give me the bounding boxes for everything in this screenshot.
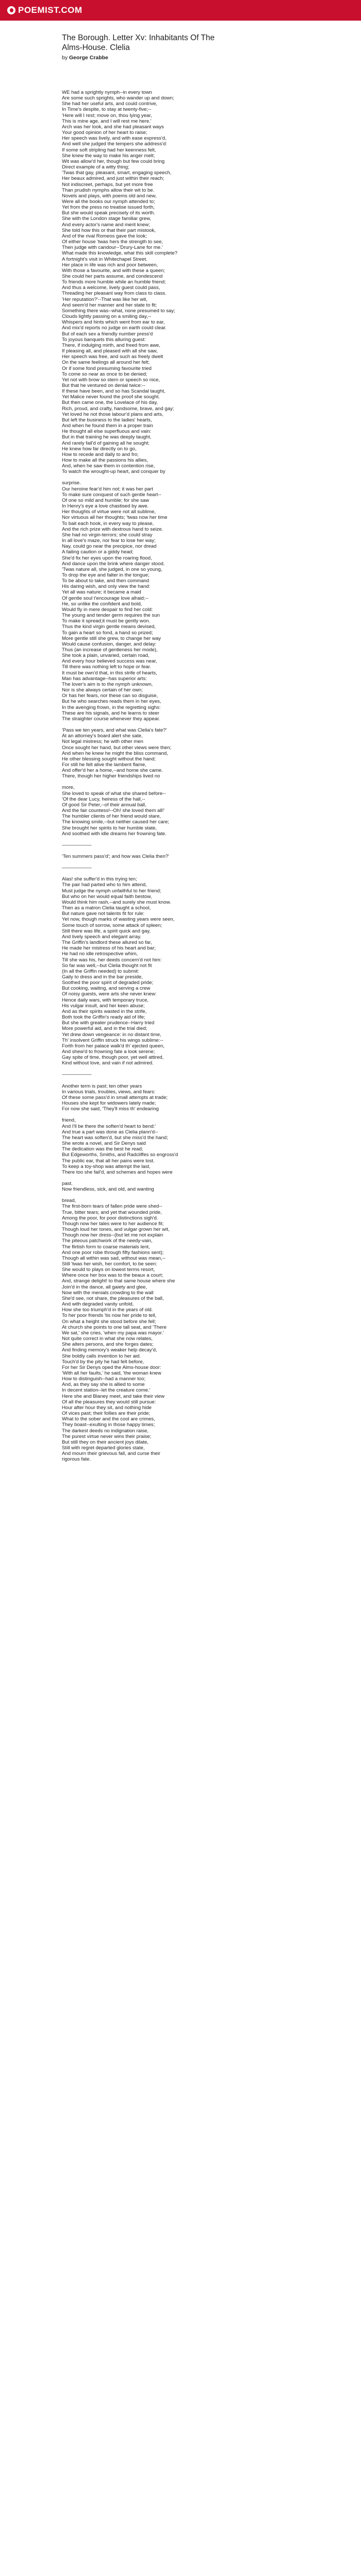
poem-line: And mourn their grievous fall, and curse their — [62, 1451, 160, 1457]
poem-line: Still with regret departed glories state, — [62, 1445, 145, 1451]
poem-line: What made this knowledge, what this skill complete? — [62, 250, 177, 257]
poem-line: Of these some pass'd in small attempts at trade; — [62, 1094, 168, 1100]
poem-line: Not quite correct in what she now relates, — [62, 1336, 153, 1342]
poem-line: Her place in life was rich and poor between, — [62, 262, 158, 268]
poem-line: Yet all was nature; it became a maid — [62, 589, 141, 596]
poem-line: More powerful aid, and in the trial died; — [62, 1026, 147, 1032]
poem-line: The darkest deeds no indignation raise, — [62, 1428, 149, 1434]
poem-line: To drop the eye and falter in the tongue; — [62, 572, 150, 578]
poem-line: Both took the Griffin's ready aid of life; — [62, 1014, 145, 1021]
poem-line: Of either house 'twas hers the strength to see, — [62, 239, 163, 245]
poem-line: The purest virtue never wins their praise; — [62, 1433, 152, 1439]
poem-line: Still 'twas her wish, her comfort, to be seen: — [62, 1261, 157, 1267]
poem-line: Till there was nothing left to hope or fear. — [62, 664, 151, 670]
poem-line: They boast--exulting in those happy times; — [62, 1422, 155, 1428]
poem-line: Your good opinion of her heart to raise; — [62, 130, 147, 136]
poem-line: Or has her fears, nor these can so disguise, — [62, 693, 158, 699]
poem-line: How she too triumph'd in the years of old. — [62, 1307, 153, 1313]
poem-line: And seem'd her manner and her state to fit; — [62, 302, 157, 308]
poem-line: The heart was soften'd, but she miss'd the hand; — [62, 1134, 168, 1141]
poem-line: Man has advantage--has superior arts: — [62, 675, 147, 682]
poem-line: In all love's maze, nor fear to lose her way; — [62, 538, 156, 544]
poem-line: And thus a welcome, lively guest could pass, — [62, 285, 160, 291]
poem-line: She wrote a novel, and Sir Denys said — [62, 1141, 146, 1147]
poem-line: And mix'd reports no judge on earth could clear. — [62, 325, 167, 331]
poem-line: Would fly in mere despair to find her cold: — [62, 606, 153, 613]
poem-line: Where once her box was to the beaux a court; — [62, 1273, 163, 1279]
poem-line: At church she points to one tall seat, and 'There — [62, 1324, 167, 1330]
poem-line: If pleasing all, and pleased with all she saw, — [62, 348, 158, 354]
poem-line: —————— — [62, 842, 92, 848]
poem-line: —————— — [62, 865, 92, 871]
poem-line: Whispers and hints which went from ear to ear, — [62, 319, 165, 326]
poem-line: The humbler clients of her friend would stare, — [62, 814, 161, 820]
poem-stanza — [62, 1072, 299, 1077]
poem-title-line: Alms-House. Clelia — [62, 43, 130, 52]
poem-line: In decent station--let the creature come.' — [62, 1387, 151, 1394]
poem-line: Though now her dress--(but let me not explain — [62, 1232, 163, 1239]
poem-line: (In all the Griffin needed) to submit: — [62, 968, 139, 974]
poem-line: Direct example of a witty thing; — [62, 164, 129, 171]
poem-line: There, if indulging mirth, and freed from awe, — [62, 342, 160, 348]
poem-line: For her Sir Denys oped the Alms-house door: — [62, 1364, 161, 1370]
poem-line: The pair had parted who to him attend, — [62, 882, 147, 888]
poem-line: But in that training he was deeply taught, — [62, 434, 152, 440]
poem-line: Yet now, though marks of wasting years were seen, — [62, 917, 175, 923]
poem-line: Not indiscreet, perhaps, but yet more free — [62, 181, 153, 188]
poem-line: To come so near as once to be denied; — [62, 371, 147, 377]
poem-line: At an attorney's board alert she sate, — [62, 733, 143, 739]
poem-line: The flirtish form to coarse materials lent, — [62, 1244, 150, 1250]
poem-line: Of noisy guests, were arts she never knew: — [62, 991, 157, 997]
poem-line: Or if some fond presuming favourite tried — [62, 365, 152, 371]
poem-stanza — [62, 854, 299, 859]
poem-line: To watch the wrought-up heart, and conquer by — [62, 469, 166, 475]
poem-line: And as their spirits wasted in the strife, — [62, 1008, 147, 1014]
poem-line: On what a height she stood before she fell; — [62, 1318, 156, 1325]
poem-line: And dance upon the brink where danger stood. — [62, 561, 165, 567]
poem-line: Would cause confusion, danger, and delay: — [62, 641, 157, 647]
poem-line: Houses she kept for widowers lately made; — [62, 1100, 156, 1107]
poem-line: And, as they say she is allied to some — [62, 1382, 145, 1388]
poem-line: Hour after hour they sit, and nothing hide — [62, 1404, 152, 1411]
poem-line: And with degraded vanity unfold, — [62, 1301, 134, 1308]
poem-line: So far was well,--but Clelia thought not fit — [62, 962, 152, 969]
poem-author — [62, 55, 299, 61]
poem-line: And every hour believed success was near, — [62, 658, 157, 665]
poem-line: Yet loved he not those labour'd plans and arts, — [62, 411, 163, 417]
poem-line: He, so unlike the confident and bold, — [62, 601, 142, 607]
poem-line: To make it spread;it must be gently won. — [62, 618, 151, 624]
poem-line: WE had a sprightly nymph--in every town — [62, 90, 152, 95]
poem-line: To be about to take, and then command — [62, 578, 150, 584]
poem-line: For now she said, 'They'll miss th' endearing — [62, 1106, 159, 1112]
poem-line: He had no idle retrospective whim, — [62, 951, 138, 957]
poem-line: Nay, could go near the precipice, nor dread — [62, 544, 157, 550]
poem-line: But left the business to the ladies' hearts, — [62, 417, 152, 423]
poem-line: And offer'd her a home,--and home she came. — [62, 768, 163, 774]
poem-line: bread, — [62, 1198, 76, 1204]
poem-line: The first-born tears of fallen pride were shed-- — [62, 1204, 162, 1210]
poem-line: 'Ten summers pass'd'; and how was Clelia then?' — [62, 854, 169, 859]
poem-line: surprise. — [62, 480, 81, 486]
poem-line: And shew'd to frowning fate a look serene; — [62, 1049, 155, 1055]
poem-line: 'With all her faults,' he said, 'the woman knew — [62, 1370, 161, 1376]
poem-line: Still there was life, a spirit quick and gay, — [62, 928, 151, 934]
poem-line: Of good Sir Peter,--of their annual ball, — [62, 802, 146, 808]
poem-line: How to distinguish--had a manner too; — [62, 1376, 146, 1382]
poem-line: She had no virgin-terrors; she could stray — [62, 532, 153, 538]
poem-line: How to make all the passions his allies, — [62, 457, 148, 463]
poem-line: She told how this or that their part mistook, — [62, 227, 156, 233]
poem-line: This is mine age, and I will rest me here.' — [62, 118, 152, 124]
poem-line: Now with the menials crowding to the wall — [62, 1290, 154, 1296]
poem-line: Gaily to dress and in the bar preside, — [62, 974, 143, 980]
poem-line: Then judge with candour--'Drury-Lane for me.' — [62, 245, 163, 251]
poem-line: And every actor's name and merit knew; — [62, 222, 150, 228]
poem-line: 'Pass we ten years, and what was Clelia's fate?' — [62, 727, 167, 734]
poem-stanza — [62, 876, 299, 1066]
poem-line: Are some such sprights, who wander up and down; — [62, 95, 174, 101]
poem-line: friend, — [62, 1117, 76, 1124]
poem-line: In the avenging frown, in the regretting sighs: — [62, 704, 161, 710]
poem-line: His vulgar insult, and her keen abuse; — [62, 1003, 145, 1009]
poem-stanza — [62, 785, 299, 836]
poem-line: But she would speak precisely of its worth. — [62, 210, 155, 216]
poem-line: She loved to speak of what she shared before-- — [62, 790, 166, 796]
poem-line: Rich, proud, and crafty, handsome, brave, and gay; — [62, 405, 174, 412]
poem-stanza — [62, 727, 299, 779]
poem-line: And well she judged the tempers she address'd: — [62, 141, 167, 147]
poem-line: And lively speech and elegant array. — [62, 934, 141, 940]
poem-line: Though loud her tones, and vulgar grown her wit, — [62, 1227, 170, 1233]
poem-line: Were all the books our nymph attended to; — [62, 198, 155, 205]
poem-line: more, — [62, 785, 75, 791]
poem-line: She had her useful arts, and could contrive, — [62, 101, 158, 107]
poem-line: If these have been, and so has Scandal taught, — [62, 388, 166, 395]
poem-line: She knew the way to make his anger melt; — [62, 152, 155, 159]
poem-line: To gain a heart so fond, a hand so prized; — [62, 630, 153, 636]
poem-line: Then as a matron Clelia taught a school, — [62, 905, 151, 911]
poem-line: The lover's aim is to the nymph unknown, — [62, 681, 153, 687]
poem-line: Would think him rash,--and surely she must know. — [62, 899, 171, 905]
poem-line: There, though her higher friendships lived no — [62, 773, 160, 779]
poem-line: 'Twas that gay, pleasant, smart, engaging speech, — [62, 170, 172, 176]
poem-line: And true a part was done as Clelia plann'd-- — [62, 1129, 158, 1135]
poem-line: A failing caution or a giddy head; — [62, 549, 134, 555]
poem-line: The knowing smile,--but neither caused her care; — [62, 819, 169, 825]
poem-line: Novels and plays, with poems old and new, — [62, 193, 157, 199]
poem-line: Yet from the press no treatise issued forth, — [62, 205, 155, 211]
poem-line: Though now her tales were to her audience fit; — [62, 1221, 164, 1227]
poem-line: Another term is past; ten other years — [62, 1083, 142, 1089]
poem-line: Her speech was free, and such as freely dwelt — [62, 354, 163, 360]
poem-line: In various trials, troubles, views, and fears: — [62, 1089, 156, 1095]
poem-line: —————— — [62, 1072, 92, 1078]
poem-body — [62, 90, 299, 1462]
poem-line: Her thoughts of virtue were not all sublime, — [62, 509, 156, 515]
poem-line: Though all within was sad, without was mean,-- — [62, 1255, 166, 1261]
poem-line: And finding memory's weaker help decay'd, — [62, 1347, 157, 1353]
poem-line: Than prudish nymphs allow their wit to be. — [62, 187, 155, 193]
poem-line: The dedication was the best he read; — [62, 1146, 143, 1153]
poem-line: A fortnight's visit in Whitechapel Street. — [62, 256, 147, 262]
poem-line: Clouds lightly passing on a smiling day,-- — [62, 314, 152, 320]
poem-line: And I'll be there the soften'd heart to bend:' — [62, 1123, 156, 1129]
poem-line: Kind without love, and vain if not admired. — [62, 1060, 154, 1066]
poem-line: Of gentle soul t'encourage love afraid;-- — [62, 595, 149, 601]
poem-line: For still he felt alive the lambent flame, — [62, 761, 146, 768]
poem-line: Something there was--what, none presumed to say; — [62, 308, 175, 314]
author-prefix: by — [62, 55, 68, 61]
poem-line: The Griffin's landlord these allured so far, — [62, 940, 152, 946]
poem-line: With those a favourite, and with these a queen; — [62, 267, 165, 274]
poem-line: To joyous banquets this alluring guest: — [62, 336, 146, 343]
poem-line: These are his signals, and he learns to steer — [62, 710, 159, 716]
author-name[interactable]: George Crabbe — [69, 55, 108, 61]
poem-line: But Edgeworths, Smiths, and Radcliffes so engross'd — [62, 1152, 178, 1158]
poem-title-line: The Borough. Letter Xv: Inhabitants Of The — [62, 33, 215, 42]
poem-line: And, strange delight! to that same house where she — [62, 1278, 175, 1284]
poem-line: To her poor friends 'tis now her pride to tell, — [62, 1313, 157, 1319]
poem-stanza — [62, 1083, 299, 1112]
poem-line: He made her mistress of his heart and bar; — [62, 945, 156, 952]
poem-line: What to the sober and the cool are crimes, — [62, 1416, 155, 1422]
poem-line: 'Her reputation?'--That was like her wit, — [62, 296, 147, 302]
poem-line: She alters persons, and she forges dates; — [62, 1342, 154, 1348]
poem-line: But still they on their ancient joys dilate, — [62, 1439, 149, 1445]
poem-line: Of one so mild and humble; for she saw — [62, 497, 150, 503]
poem-line: She took a plain, unvaried, certain road, — [62, 653, 150, 659]
poem-line: And soothed with idle dreams her frowning fate. — [62, 831, 167, 837]
poem-line: Among the poor, for poor distinctions sigh'd. — [62, 1215, 158, 1221]
poem-line: He knew how far directly on to go, — [62, 446, 137, 452]
poem-line: And the rich prize with dextrous hand to seize. — [62, 526, 163, 532]
poem-stanza — [62, 842, 299, 848]
poem-line: 'Here will I rest; move on, thou lying year, — [62, 112, 152, 118]
poem-line: And, when he saw them in contention rise, — [62, 463, 155, 469]
poem-line: Alas! she suffer'd in this trying ten; — [62, 876, 137, 883]
poem-line: If some soft stripling had her keenness felt, — [62, 147, 156, 153]
poem-line: Not legal mistress; he with other men — [62, 739, 143, 745]
poem-stanza — [62, 1117, 299, 1175]
poem-line: Here she and Blaney meet, and take their view — [62, 1393, 165, 1399]
poem-line: We sat,' she cries, 'when my papa was mayor.' — [62, 1330, 164, 1336]
poem-line: But who on her would equal faith bestow, — [62, 893, 152, 900]
poem-line: She would to plays on lowest terms resort, — [62, 1267, 155, 1273]
poem-line: But she with greater prudence--Harry tried — [62, 1020, 155, 1026]
poem-line: There too she fail'd, and schemes and hopes were — [62, 1169, 173, 1175]
poem-line: But of each sex a friendly number press'd — [62, 331, 153, 337]
poem-line: rigorous fate. — [62, 1456, 91, 1463]
poem-line: And when he knew he might the bliss command, — [62, 750, 168, 756]
poem-line: It must be own'd that, in this strife of hearts, — [62, 670, 157, 676]
poem-line: To keep a toy-shop was attempt the last, — [62, 1163, 151, 1170]
poem-line: His daring wish, and only view the hand: — [62, 584, 151, 590]
poem-line: But he who searches reads them in her eyes, — [62, 699, 161, 705]
poem-line: But nature gave not talents fit for rule: — [62, 911, 144, 917]
poem-line: Nor is she always certain of her own; — [62, 687, 143, 693]
poem-line: How to recede and dally to and fro; — [62, 451, 139, 457]
poem-line: Of vices past; their follies are their pride; — [62, 1411, 151, 1417]
poem-line: Of all the pleasures they would still pursue: — [62, 1399, 156, 1405]
poem-line: The straighter course whenever they appear. — [62, 716, 160, 722]
poem-line: To make sure conquest of such gentle heart-- — [62, 492, 161, 498]
poem-line: Thus the kind virgin gentle means devised, — [62, 624, 156, 630]
poem-line: The public ear, that all her pains were lost. — [62, 1158, 155, 1164]
poem-line: The piteous patchwork of the needy-vain, — [62, 1238, 153, 1244]
poem-line: On the same feelings all around her felt; — [62, 360, 150, 366]
poem-stanza — [62, 1198, 299, 1462]
site-logo[interactable] — [7, 5, 83, 15]
poem-line: She boldly calls invention to her aid. — [62, 1353, 141, 1359]
poem-line: And one poor robe through fifty fashions sent); — [62, 1249, 164, 1256]
poem-stanza — [62, 1181, 299, 1192]
poem-line: To bait each hook, in every way to please, — [62, 520, 154, 527]
poem-line: But cooking, waiting, and serving a crew — [62, 986, 151, 992]
poem-line: In Henry's eye a love chastised by awe. — [62, 503, 149, 510]
poem-line: But then came one, the Lovelace of his day, — [62, 400, 158, 406]
poem-line: 'Of the dear Lucy, heiress of the hall,-- — [62, 796, 145, 802]
poem-line: 'Twas nature all, she judged, in one so young, — [62, 566, 162, 572]
poem-line: Her beaux admired, and just within their reach; — [62, 176, 165, 182]
poem-line: She brought her spirits to her humble state, — [62, 825, 157, 831]
poem-stanza — [62, 480, 299, 722]
poem-line: Nor virtuous all her thoughts; 'twas now her time — [62, 515, 168, 521]
poem-line: Gay spite of time, though poor, yet well attired, — [62, 1055, 164, 1061]
poem-line: More gentle still she grew, to change her way — [62, 635, 161, 641]
site-header — [0, 0, 361, 21]
poem-line: Must judge the nymph unfaithful to her friend; — [62, 888, 161, 894]
poem-line: Her speech was lively, and with ease express'd, — [62, 135, 167, 142]
poem-line: Join'd in the dance, all gaiety and glee, — [62, 1284, 147, 1290]
poem-line: Thus (an increase of gentleness her mode), — [62, 647, 158, 653]
poem-line: He thought all else superfluous and vain: — [62, 429, 152, 435]
poem-title — [62, 33, 299, 53]
poem-line: Arch was her look, and she had pleasant ways — [62, 124, 164, 130]
poem-line: Wit was allow'd her, though but few could bring — [62, 158, 165, 164]
poem-line: Forth from her palace walk'd th' ejected queen, — [62, 1043, 165, 1049]
poem-line: But that he ventured on denial twice:-- — [62, 382, 145, 388]
poem-line: He other blessing sought without the hand; — [62, 756, 156, 762]
poemist-logo-icon — [7, 6, 15, 14]
poem-line: The young and tender germ requires the sun — [62, 613, 160, 619]
poem-line: In Time's despite, to stay at twenty-five;-- — [62, 107, 152, 113]
poem-line: She'd see, not share, the pleasures of the ball, — [62, 1295, 164, 1301]
poem-line: Now friendless, sick, and old, and wanting — [62, 1187, 154, 1193]
poem-line: She could her parts assume, and condescend — [62, 274, 163, 279]
poem-stanza — [62, 865, 299, 871]
poem-line: And when he found them in a proper train — [62, 423, 153, 429]
poem-line: Yet not with brow so stern or speech so nice, — [62, 377, 160, 383]
poem-line: Th' insolvent Griffin struck his wings sublime:-- — [62, 1037, 163, 1043]
poem-line: True, bitter tears; and yet that wounded pride, — [62, 1209, 162, 1215]
poem-stanza — [62, 90, 299, 474]
poem-line: Till she was his, her deeds concern'd not him: — [62, 957, 162, 963]
poem-line: Hence daily wars, with temporary truce, — [62, 997, 149, 1003]
poem-line: Our heroine fear'd him not; it was her part — [62, 486, 153, 492]
poem-line: Threading her pleasant way from class to class. — [62, 291, 167, 297]
poem-line: Some touch of sorrow, some attack of spleen; — [62, 922, 162, 928]
poem-line: Touch'd by the pity he had felt before, — [62, 1359, 144, 1365]
poem-line: Yet Malice never found the proof she sought. — [62, 394, 160, 400]
main-content — [0, 21, 361, 1462]
site-logo-text: POEMIST.COM — [18, 5, 83, 15]
poem-line: To friends more humble while an humble friend; — [62, 279, 166, 285]
poem-line: Once sought her hand, but other views were then; — [62, 744, 172, 751]
poem-line: And of the rival Romeos gave the look; — [62, 233, 147, 239]
poem-line: Yet drew down vengeance: in no distant time, — [62, 1031, 161, 1038]
poem-line: And the fair countess!--Oh! she loved them all!' — [62, 808, 165, 814]
poem-line: past. — [62, 1180, 73, 1187]
poem-line: She'd fix her eyes upon the roaring flood, — [62, 555, 152, 561]
poem-line: She with the London stage familiar grew, — [62, 216, 151, 222]
poem-line: Soothed the poor spirit of degraded pride; — [62, 980, 154, 986]
poem-line: And rarely fail'd of gaining all he sought; — [62, 440, 150, 446]
